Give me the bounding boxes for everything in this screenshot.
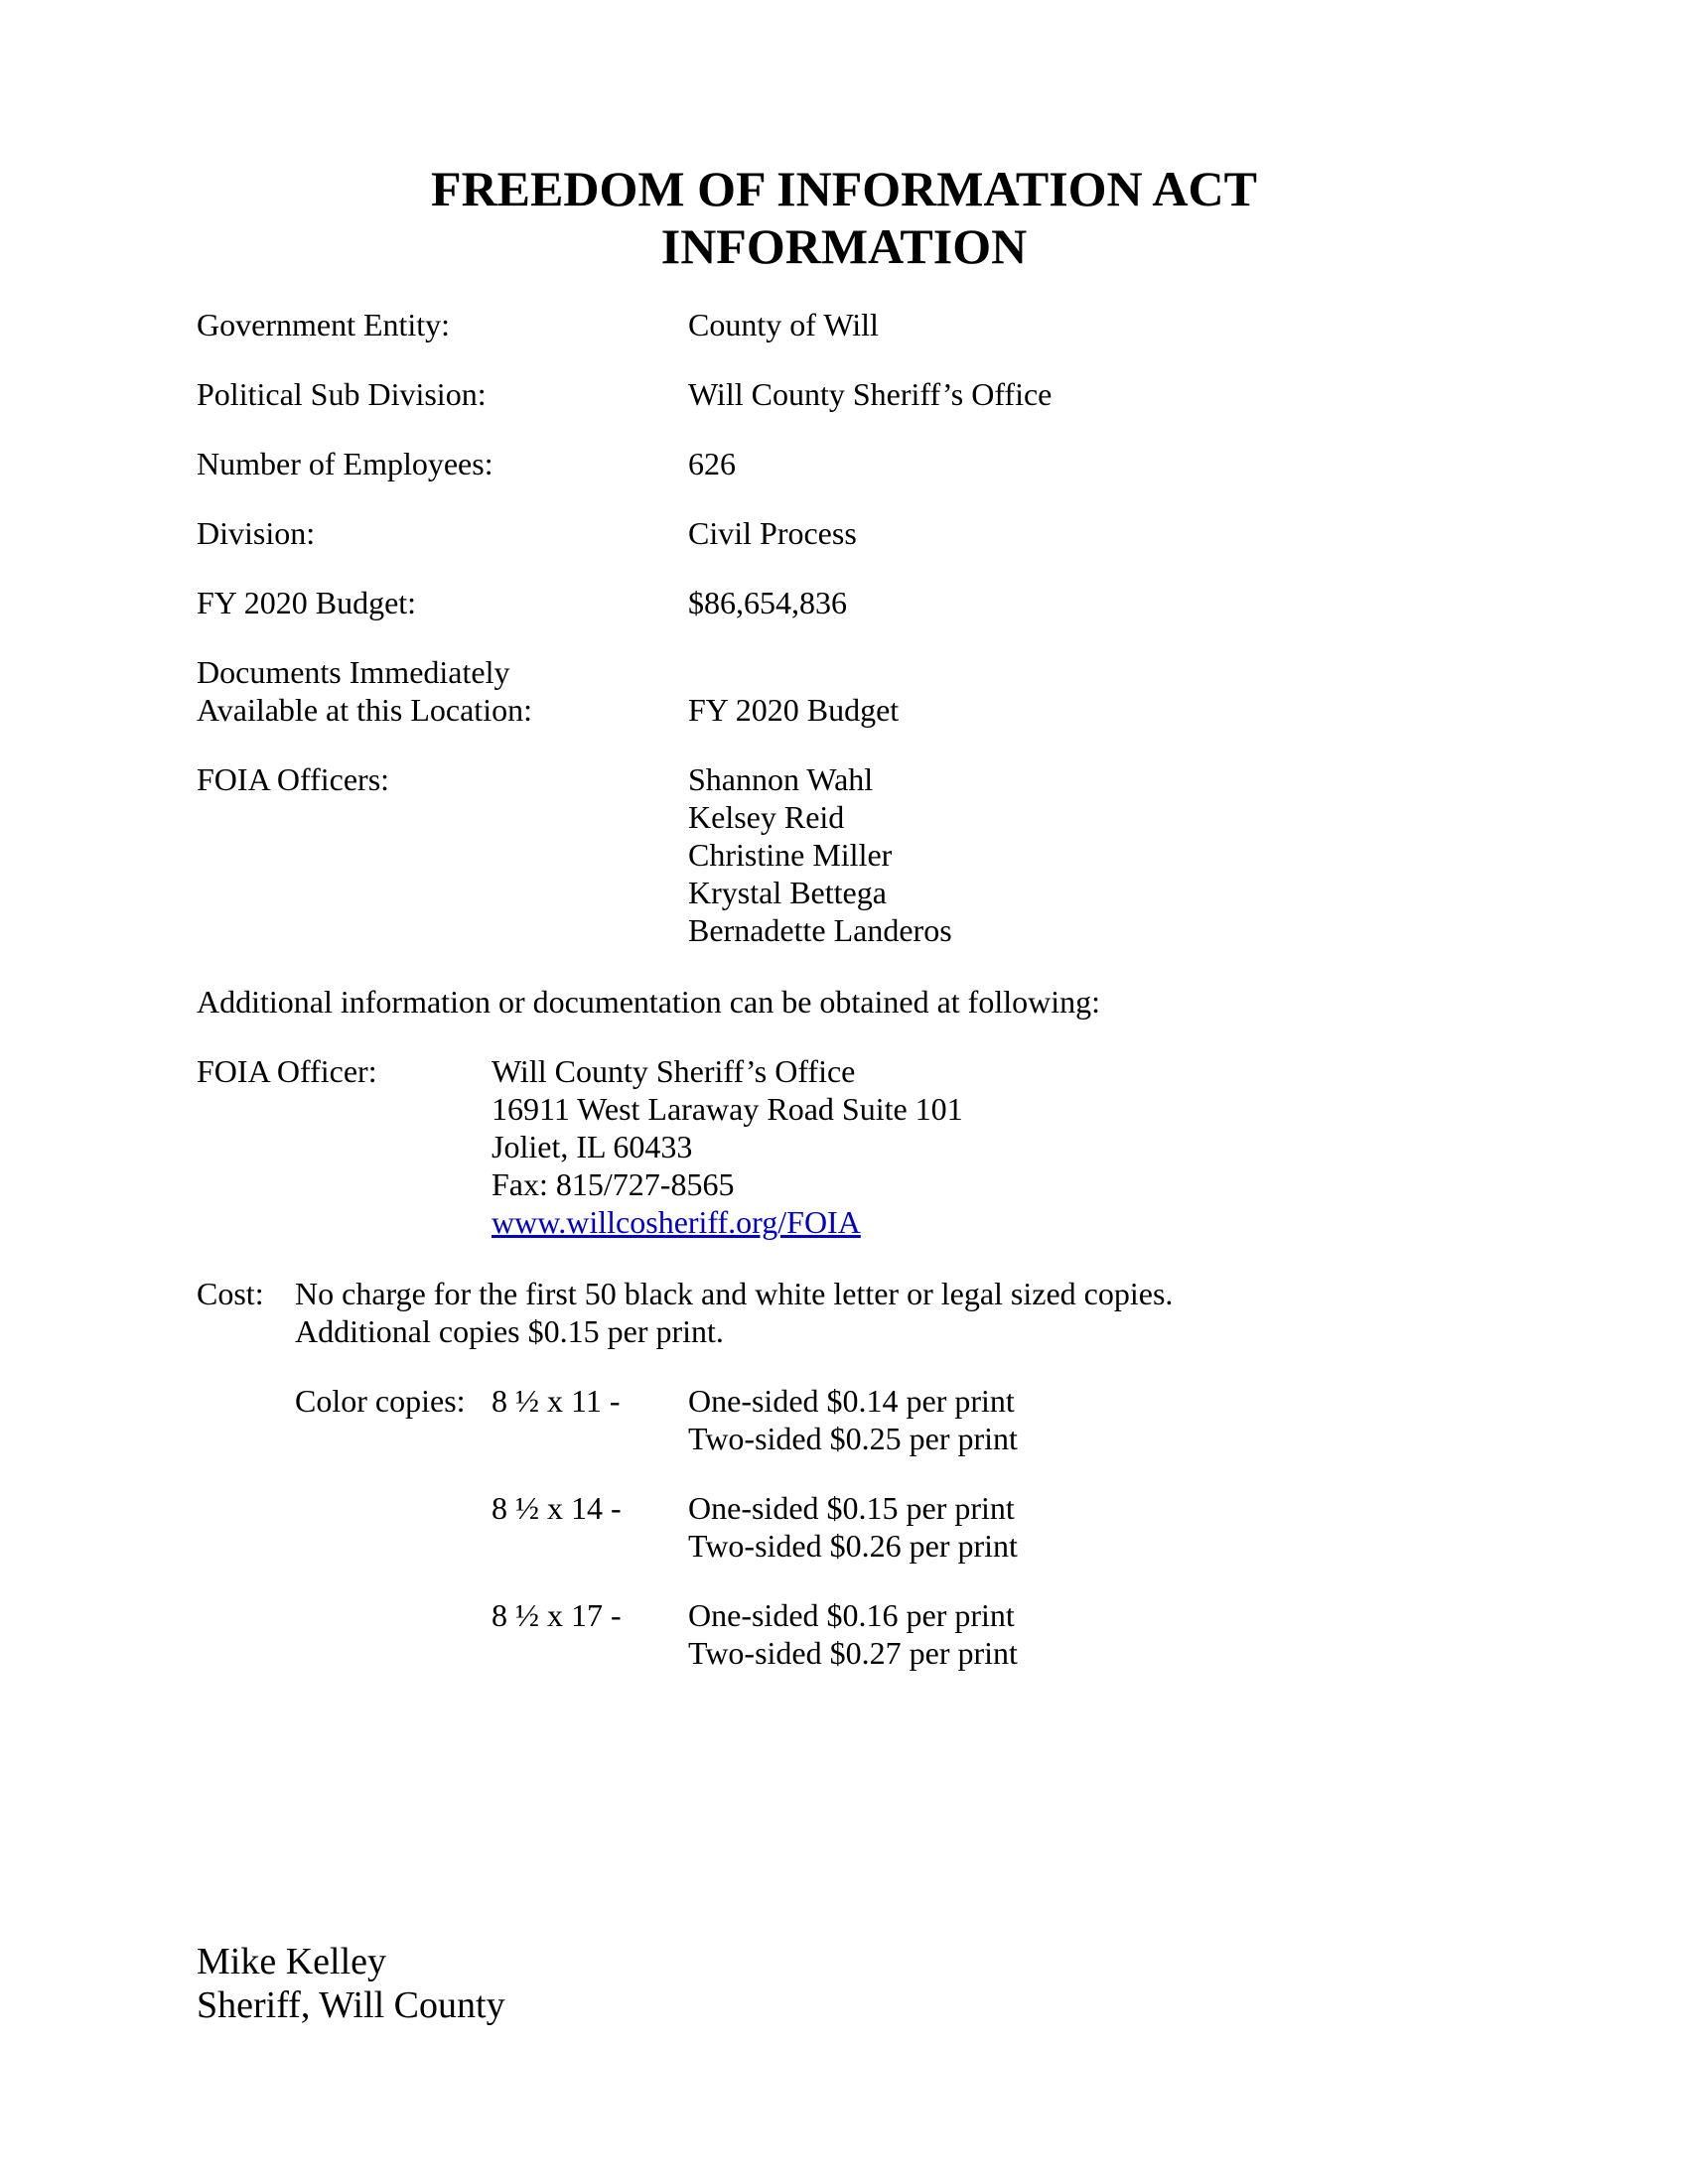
- number-of-employees-label: Number of Employees:: [197, 446, 493, 481]
- additional-info-text: Additional information or documentation can be obtained at following:: [197, 984, 1100, 1020]
- political-sub-division-value: Will County Sheriff’s Office: [688, 376, 1053, 412]
- foia-officer-contact-label: FOIA Officer:: [197, 1053, 377, 1089]
- documents-label-line-2: Available at this Location:: [197, 692, 532, 728]
- signatory-title: Sheriff, Will County: [197, 1984, 505, 2026]
- contact-street: 16911 West Laraway Road Suite 101: [492, 1091, 963, 1127]
- contact-city: Joliet, IL 60433: [492, 1129, 693, 1164]
- budget-label: FY 2020 Budget:: [197, 585, 417, 620]
- division-value: Civil Process: [688, 515, 857, 551]
- foia-officer-name: Kelsey Reid: [688, 799, 845, 835]
- paper-size-label: 8 ½ x 14 -: [492, 1490, 622, 1526]
- paper-size-label: 8 ½ x 11 -: [492, 1383, 621, 1419]
- paper-size-label: 8 ½ x 17 -: [492, 1597, 622, 1633]
- number-of-employees-value: 626: [688, 446, 736, 481]
- cost-line-2: Additional copies $0.15 per print.: [295, 1313, 724, 1349]
- cost-line-1: No charge for the first 50 black and white letter or legal sized copies.: [295, 1276, 1174, 1311]
- one-sided-price: One-sided $0.15 per print: [688, 1490, 1015, 1526]
- one-sided-price: One-sided $0.16 per print: [688, 1597, 1015, 1633]
- foia-officer-name: Christine Miller: [688, 837, 893, 873]
- division-label: Division:: [197, 515, 316, 551]
- contact-office: Will County Sheriff’s Office: [492, 1053, 856, 1089]
- documents-label-line-1: Documents Immediately: [197, 654, 510, 690]
- foia-officer-name: Shannon Wahl: [688, 761, 874, 797]
- political-sub-division-label: Political Sub Division:: [197, 376, 487, 412]
- one-sided-price: One-sided $0.14 per print: [688, 1383, 1015, 1419]
- page-title-line-2: INFORMATION: [660, 218, 1028, 274]
- foia-website-link[interactable]: www.willcosheriff.org/FOIA: [492, 1204, 861, 1240]
- signatory-name: Mike Kelley: [197, 1941, 387, 1982]
- foia-officer-name: Krystal Bettega: [688, 875, 887, 910]
- foia-officer-name: Bernadette Landeros: [688, 912, 952, 948]
- contact-fax: Fax: 815/727-8565: [492, 1166, 735, 1202]
- budget-value: $86,654,836: [688, 585, 847, 620]
- documents-value: FY 2020 Budget: [688, 692, 900, 728]
- government-entity-value: County of Will: [688, 307, 879, 342]
- color-copies-label: Color copies:: [295, 1383, 466, 1419]
- foia-officers-label: FOIA Officers:: [197, 761, 390, 797]
- page-title-line-1: FREEDOM OF INFORMATION ACT: [431, 161, 1257, 216]
- two-sided-price: Two-sided $0.26 per print: [688, 1528, 1018, 1564]
- cost-label: Cost:: [197, 1276, 264, 1311]
- government-entity-label: Government Entity:: [197, 307, 451, 342]
- two-sided-price: Two-sided $0.25 per print: [688, 1421, 1018, 1456]
- two-sided-price: Two-sided $0.27 per print: [688, 1635, 1018, 1671]
